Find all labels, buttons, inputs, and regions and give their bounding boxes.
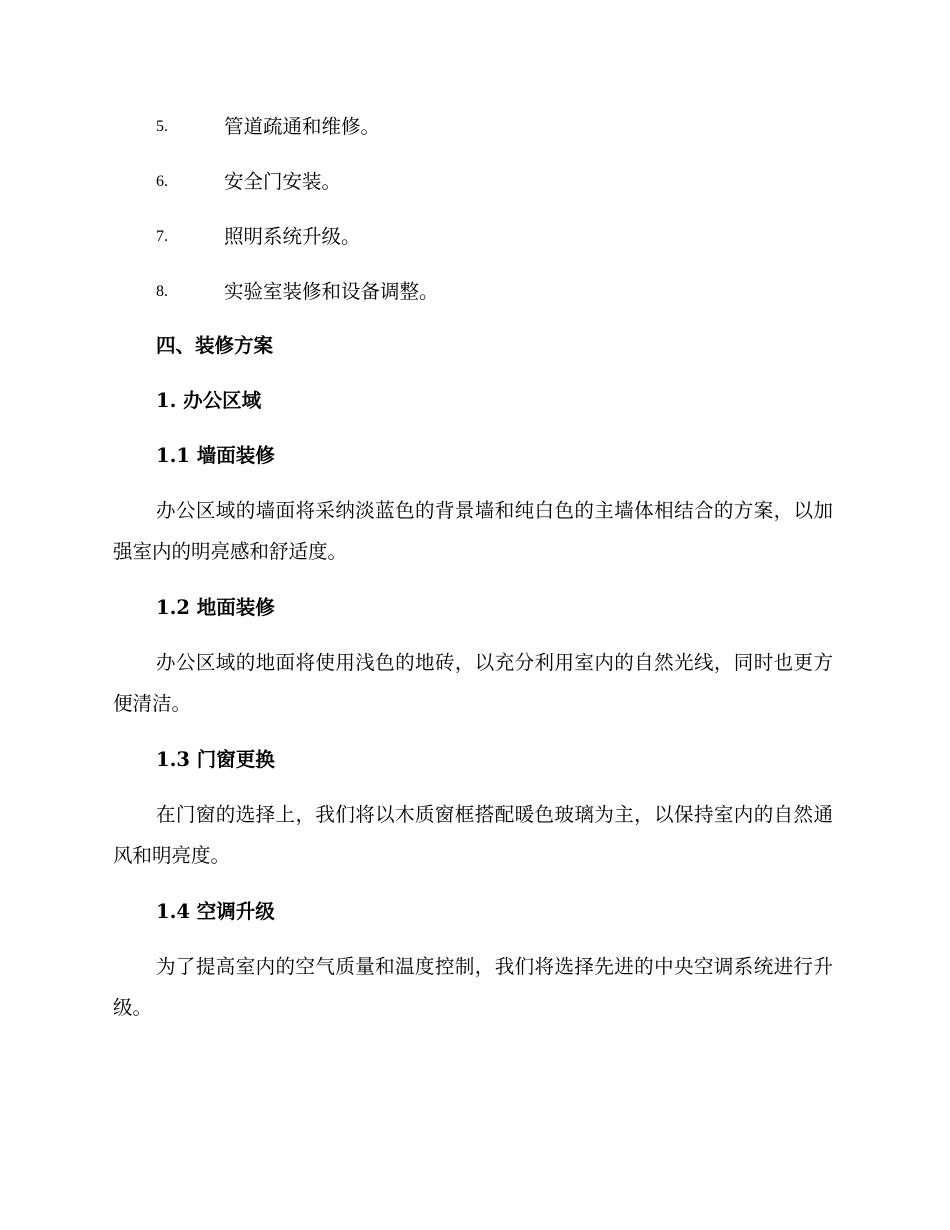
list-number: 8.: [156, 283, 168, 300]
list-item: [0, 112, 950, 142]
list-text: 安全门安装。: [224, 170, 342, 193]
list-number: 6.: [156, 173, 168, 190]
list-number: 7.: [156, 228, 168, 245]
list-text: 实验室装修和设备调整。: [224, 280, 439, 303]
list-item: [0, 167, 950, 197]
item-paragraph: 为了提高室内的空气质量和温度控制，我们将选择先进的中央空调系统进行升级。: [113, 955, 833, 1019]
section-title: 四、装修方案: [156, 334, 274, 357]
list-text: 照明系统升级。: [224, 225, 361, 248]
item-heading: 1.2 地面装修: [156, 596, 275, 619]
list-number: 5.: [156, 118, 168, 135]
item-paragraph: 办公区域的墙面将采纳淡蓝色的背景墙和纯白色的主墙体相结合的方案，以加强室内的明亮感和舒适度。: [113, 499, 833, 563]
subsection-title: 1. 办公区域: [156, 389, 262, 412]
list-item: [0, 222, 950, 252]
list-item: [0, 277, 950, 307]
list-text: 管道疏通和维修。: [224, 115, 381, 138]
item-heading: 1.3 门窗更换: [156, 748, 275, 771]
item-paragraph: 办公区域的地面将使用浅色的地砖，以充分利用室内的自然光线，同时也更方便清洁。: [113, 651, 833, 715]
item-heading: 1.1 墙面装修: [156, 444, 275, 467]
item-heading: 1.4 空调升级: [156, 900, 275, 923]
item-paragraph: 在门窗的选择上，我们将以木质窗框搭配暖色玻璃为主，以保持室内的自然通风和明亮度。: [113, 803, 833, 867]
